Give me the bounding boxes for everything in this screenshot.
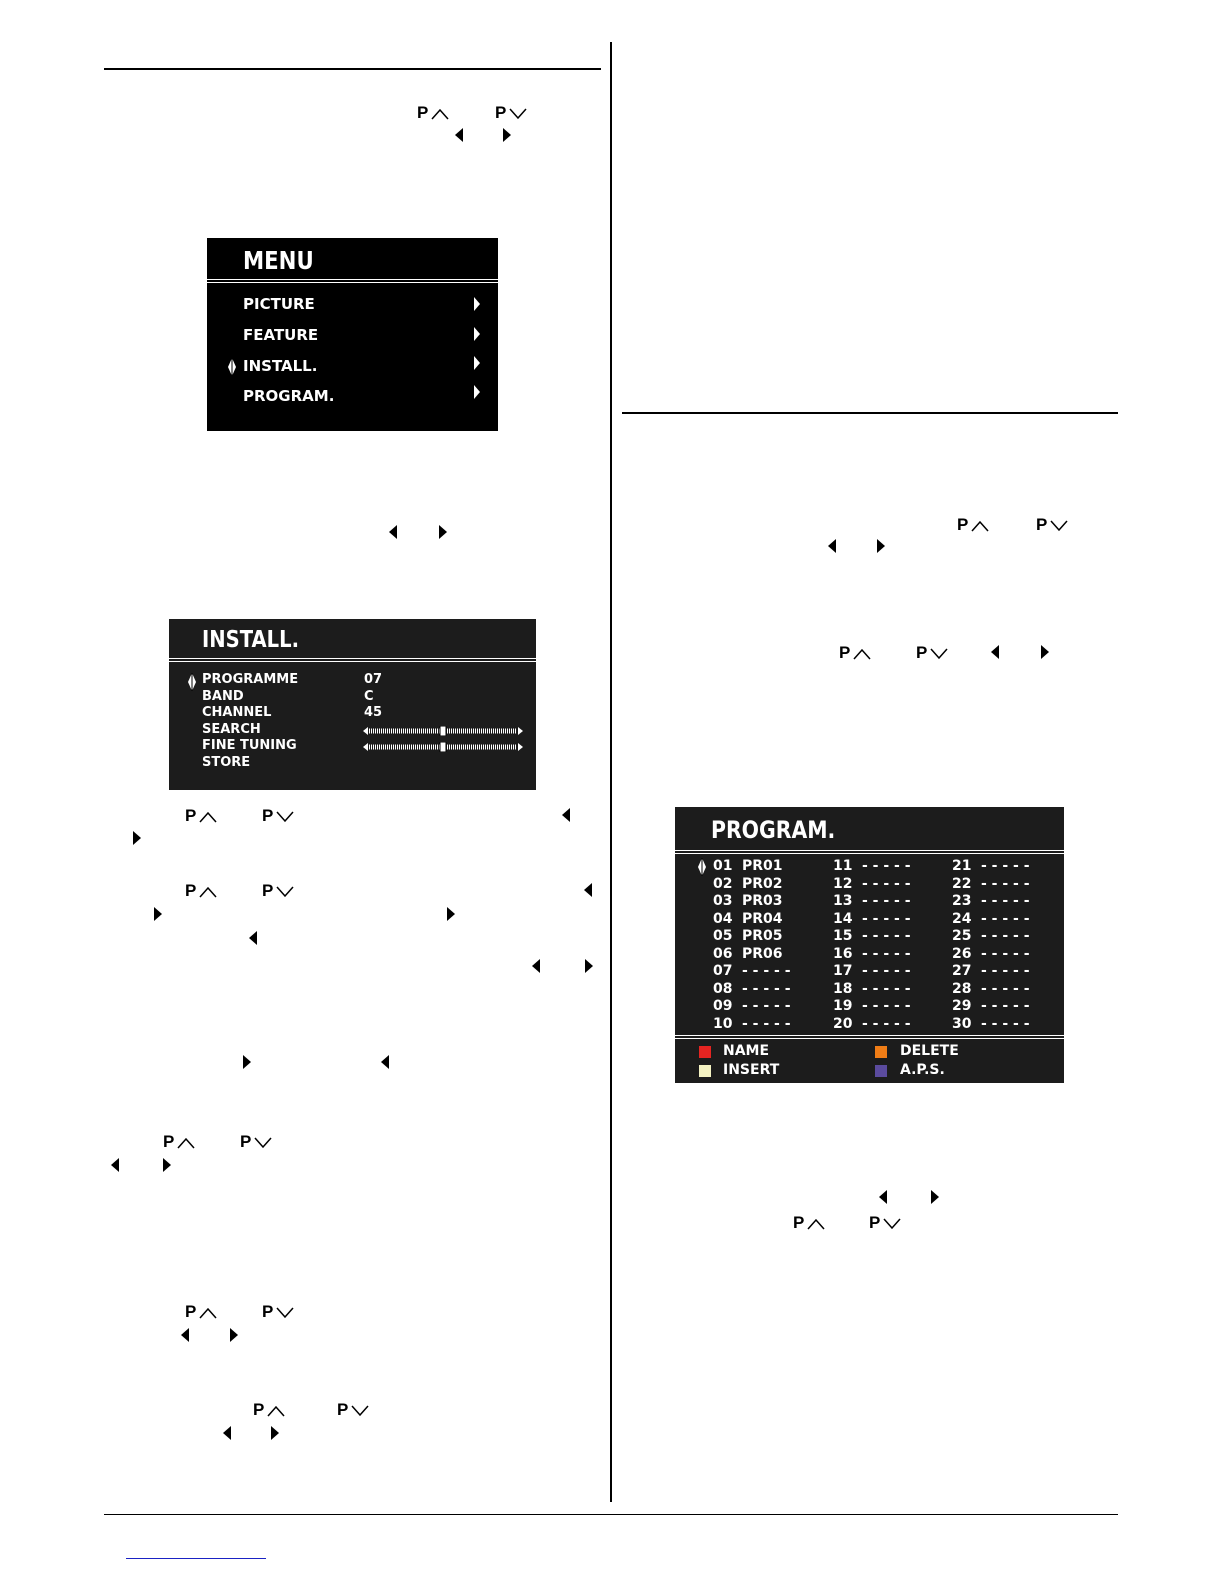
program-name[interactable]: PR01 xyxy=(742,858,783,874)
left-arrow-icon xyxy=(879,1190,887,1204)
left-arrow-icon xyxy=(584,883,592,897)
program-number: 05 xyxy=(713,928,733,944)
left-arrow-icon xyxy=(991,645,999,659)
p-down-key: P xyxy=(869,1213,901,1233)
install-row-band[interactable]: BAND xyxy=(202,689,244,704)
program-number: 14 xyxy=(833,910,853,927)
left-arrow-icon xyxy=(389,525,397,539)
right-arrow-icon xyxy=(877,539,885,553)
program-number: 17 xyxy=(833,963,853,979)
chevron-down-icon xyxy=(883,1218,901,1230)
program-name[interactable]: - - - - - xyxy=(862,963,911,979)
program-name[interactable]: PR05 xyxy=(742,928,783,944)
chevron-up-icon xyxy=(807,1218,825,1230)
right-arrow-icon xyxy=(447,907,455,921)
p-up-key: P xyxy=(185,1302,217,1322)
p-down-key: P xyxy=(916,643,948,663)
p-down-key: P xyxy=(337,1400,369,1420)
program-divider-top xyxy=(675,850,1064,854)
program-name[interactable]: - - - - - xyxy=(862,910,911,927)
program-name[interactable]: - - - - - xyxy=(862,945,911,962)
program-name[interactable]: - - - - - xyxy=(981,998,1030,1014)
footer-link-underline xyxy=(126,1558,266,1559)
program-number: 10 xyxy=(713,1015,733,1032)
chevron-right-icon xyxy=(474,356,480,370)
name-color-key xyxy=(699,1046,711,1058)
selection-cursor-icon xyxy=(228,358,236,376)
program-number: 06 xyxy=(713,945,733,962)
install-title: INSTALL. xyxy=(202,627,300,653)
chevron-up-icon xyxy=(267,1405,285,1417)
program-name[interactable]: - - - - - xyxy=(981,963,1030,979)
right-arrow-icon xyxy=(163,1158,171,1172)
delete-color-key xyxy=(875,1046,887,1058)
chevron-down-icon xyxy=(351,1405,369,1417)
program-name[interactable]: PR06 xyxy=(742,945,783,962)
program-number: 23 xyxy=(952,893,972,909)
program-number: 01 xyxy=(713,858,733,874)
program-number: 18 xyxy=(833,980,853,997)
legend-insert: INSERT xyxy=(723,1062,780,1078)
search-slider-knob xyxy=(440,726,446,736)
chevron-down-icon xyxy=(930,648,948,660)
program-name[interactable]: PR04 xyxy=(742,910,783,927)
install-row-fine-tuning[interactable]: FINE TUNING xyxy=(202,738,297,753)
program-name[interactable]: - - - - - xyxy=(742,998,791,1014)
program-number: 02 xyxy=(713,875,733,892)
chevron-up-icon xyxy=(199,811,217,823)
right-arrow-icon xyxy=(154,907,162,921)
program-number: 20 xyxy=(833,1015,853,1032)
chevron-down-icon xyxy=(254,1137,272,1149)
program-name[interactable]: PR02 xyxy=(742,875,783,892)
fine-tuning-slider-knob xyxy=(440,742,446,752)
program-number: 07 xyxy=(713,963,733,979)
legend-aps: A.P.S. xyxy=(900,1062,945,1078)
right-arrow-icon xyxy=(439,525,447,539)
p-up-key: P xyxy=(185,806,217,826)
top-rule-left xyxy=(104,68,601,70)
program-name[interactable]: - - - - - xyxy=(981,945,1030,962)
menu-item-install[interactable]: INSTALL. xyxy=(243,357,318,375)
chevron-down-icon xyxy=(276,811,294,823)
program-name[interactable]: - - - - - xyxy=(742,980,791,997)
program-number: 12 xyxy=(833,875,853,892)
program-number: 03 xyxy=(713,893,733,909)
program-name[interactable]: - - - - - xyxy=(862,928,911,944)
chevron-up-icon xyxy=(199,886,217,898)
menu-osd xyxy=(207,238,498,431)
left-arrow-icon xyxy=(532,959,540,973)
program-divider-bottom xyxy=(675,1035,1064,1039)
right-arrow-icon xyxy=(230,1328,238,1342)
program-number: 09 xyxy=(713,998,733,1014)
chevron-down-icon xyxy=(1050,520,1068,532)
menu-item-program[interactable]: PROGRAM. xyxy=(243,387,335,405)
install-value-band: C xyxy=(364,689,374,704)
program-name[interactable]: - - - - - xyxy=(742,1015,791,1032)
left-arrow-icon xyxy=(181,1328,189,1342)
program-number: 19 xyxy=(833,998,853,1014)
program-osd xyxy=(675,807,1064,1083)
p-up-key: P xyxy=(185,881,217,901)
program-name[interactable]: - - - - - xyxy=(862,858,911,874)
program-title: PROGRAM. xyxy=(711,816,836,844)
p-down-key: P xyxy=(495,103,527,123)
program-number: 28 xyxy=(952,980,972,997)
chevron-right-icon xyxy=(474,297,480,311)
program-name[interactable]: - - - - - xyxy=(862,1015,911,1032)
program-name[interactable]: - - - - - xyxy=(981,910,1030,927)
program-name[interactable]: - - - - - xyxy=(981,875,1030,892)
right-arrow-icon xyxy=(931,1190,939,1204)
program-number: 22 xyxy=(952,875,972,892)
install-divider xyxy=(169,658,536,662)
chevron-up-icon xyxy=(853,648,871,660)
menu-item-feature[interactable]: FEATURE xyxy=(243,326,319,344)
right-arrow-icon xyxy=(133,831,141,845)
chevron-right-icon xyxy=(474,385,480,399)
p-down-key: P xyxy=(262,1302,294,1322)
program-number: 25 xyxy=(952,928,972,944)
install-value-programme: 07 xyxy=(364,672,383,687)
program-name[interactable]: - - - - - xyxy=(862,875,911,892)
program-number: 30 xyxy=(952,1015,972,1032)
program-name[interactable]: - - - - - xyxy=(981,1015,1030,1032)
program-number: 15 xyxy=(833,928,853,944)
program-name[interactable]: - - - - - xyxy=(742,963,791,979)
chevron-down-icon xyxy=(509,108,527,120)
menu-title: MENU xyxy=(243,246,314,275)
install-row-store[interactable]: STORE xyxy=(202,755,251,770)
install-row-programme[interactable]: PROGRAMME xyxy=(202,672,299,687)
p-up-key: P xyxy=(163,1132,195,1152)
chevron-up-icon xyxy=(199,1307,217,1319)
menu-item-picture[interactable]: PICTURE xyxy=(243,295,315,313)
program-name[interactable]: - - - - - xyxy=(981,893,1030,909)
program-number: 26 xyxy=(952,945,972,962)
insert-color-key xyxy=(699,1065,711,1077)
program-name[interactable]: - - - - - xyxy=(981,928,1030,944)
chevron-up-icon xyxy=(431,108,449,120)
legend-delete: DELETE xyxy=(900,1043,959,1059)
install-osd xyxy=(169,619,536,790)
aps-color-key xyxy=(875,1065,887,1077)
program-name[interactable]: - - - - - xyxy=(862,980,911,997)
left-arrow-icon xyxy=(249,931,257,945)
program-number: 16 xyxy=(833,945,853,962)
program-number: 08 xyxy=(713,980,733,997)
selection-cursor-icon xyxy=(188,673,196,691)
left-arrow-icon xyxy=(223,1426,231,1440)
program-number: 11 xyxy=(833,858,853,874)
program-name[interactable]: - - - - - xyxy=(981,980,1030,997)
right-arrow-icon xyxy=(503,128,511,142)
left-arrow-icon xyxy=(381,1055,389,1069)
program-name[interactable]: - - - - - xyxy=(862,998,911,1014)
install-row-channel[interactable]: CHANNEL xyxy=(202,705,272,720)
program-number: 24 xyxy=(952,910,972,927)
p-up-key: P xyxy=(839,643,871,663)
chevron-up-icon xyxy=(177,1137,195,1149)
column-divider xyxy=(610,42,612,1502)
program-number: 13 xyxy=(833,893,853,909)
left-arrow-icon xyxy=(828,539,836,553)
search-slider[interactable] xyxy=(363,726,523,736)
program-name[interactable]: - - - - - xyxy=(981,858,1030,874)
install-row-search[interactable]: SEARCH xyxy=(202,722,261,737)
p-down-key: P xyxy=(240,1132,272,1152)
right-arrow-icon xyxy=(243,1055,251,1069)
p-down-key: P xyxy=(262,806,294,826)
p-up-key: P xyxy=(253,1400,285,1420)
program-name[interactable]: - - - - - xyxy=(862,893,911,909)
install-value-channel: 45 xyxy=(364,705,383,720)
menu-divider xyxy=(207,279,498,283)
p-up-key: P xyxy=(417,103,449,123)
p-up-key: P xyxy=(793,1213,825,1233)
left-arrow-icon xyxy=(455,128,463,142)
right-arrow-icon xyxy=(585,959,593,973)
p-down-key: P xyxy=(262,881,294,901)
selection-cursor-icon xyxy=(698,858,706,876)
chevron-up-icon xyxy=(971,520,989,532)
p-down-key: P xyxy=(1036,515,1068,535)
right-arrow-icon xyxy=(1041,645,1049,659)
program-number: 29 xyxy=(952,998,972,1014)
left-arrow-icon xyxy=(562,808,570,822)
chevron-right-icon xyxy=(474,327,480,341)
fine-tuning-slider[interactable] xyxy=(363,742,523,752)
section-rule-right xyxy=(622,412,1118,414)
program-name[interactable]: PR03 xyxy=(742,893,783,909)
bottom-rule xyxy=(104,1514,1118,1515)
program-number: 04 xyxy=(713,910,733,927)
chevron-down-icon xyxy=(276,886,294,898)
left-arrow-icon xyxy=(111,1158,119,1172)
legend-name: NAME xyxy=(723,1043,770,1059)
program-number: 27 xyxy=(952,963,972,979)
chevron-down-icon xyxy=(276,1307,294,1319)
right-arrow-icon xyxy=(271,1426,279,1440)
program-number: 21 xyxy=(952,858,972,874)
p-up-key: P xyxy=(957,515,989,535)
